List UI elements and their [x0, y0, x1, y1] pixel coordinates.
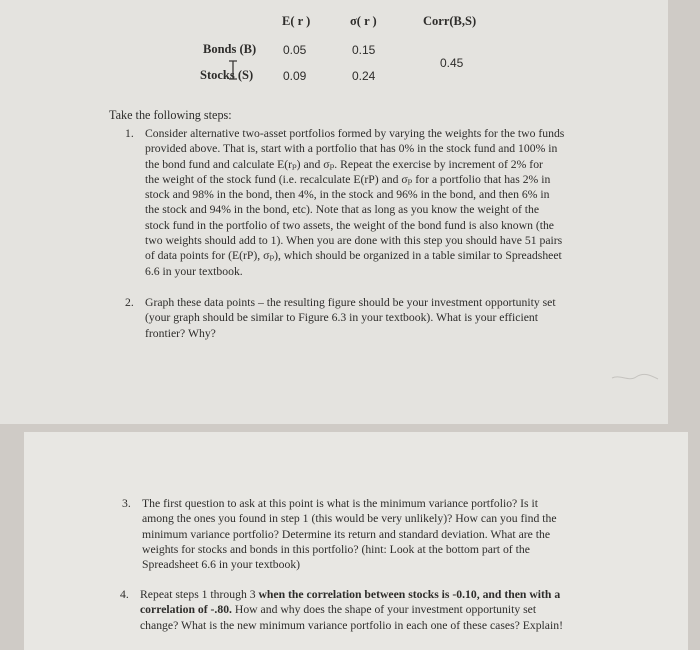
step-line: the weight of the stock fund (i.e. recalculate E(rP) and σₚ for a portfolio that has 2% in — [145, 172, 551, 186]
step-number: 4. — [120, 588, 129, 601]
page-lower — [24, 432, 688, 650]
step-line: of data points for (E(rP), σₚ), which should be organized in a table similar to Spreadsheet — [145, 249, 562, 263]
step-number: 1. — [125, 127, 134, 140]
step-4 — [120, 587, 620, 633]
step-line: two weights should add to 1). When you are done with this step you should have 51 pairs — [145, 234, 563, 248]
correlation-value: 0.45 — [440, 56, 464, 70]
step-line: The first question to ask at this point is what is the minimum variance portfolio? Is it — [142, 497, 539, 510]
step-line — [140, 587, 620, 602]
step-line: frontier? Why? — [145, 326, 216, 340]
step-line: stock fund in the portfolio of two assets, the weight of the bond fund is also known (the — [145, 218, 554, 232]
step-line: weights for stocks and bonds in this portfolio? (hint: Look at the bottom part of the — [142, 542, 530, 556]
header-expected-return: E( r ) — [282, 14, 311, 28]
step-line: provided above. That is, start with a portfolio that has 0% in the stock fund and 100% in — [145, 142, 558, 156]
step-line: minimum variance portfolio? Determine its return and standard deviation. What are the — [142, 527, 551, 541]
bonds-expected-return: 0.05 — [283, 43, 307, 57]
text-cursor-icon — [228, 60, 238, 80]
header-correlation: Corr(B,S) — [423, 14, 477, 28]
step-line: among the ones you found in step 1 (this would be very unlikely)? How can you find the — [142, 512, 557, 526]
pencil-mark-icon — [610, 370, 660, 384]
step-number: 3. — [122, 497, 131, 510]
step-4-plain: Repeat steps 1 through 3 — [140, 588, 259, 601]
step-2 — [125, 295, 605, 341]
stocks-expected-return: 0.09 — [283, 69, 307, 83]
step-4-emphasis: when the correlation between stocks is -0.10, and then with a — [258, 588, 561, 601]
header-std-dev: σ( r ) — [350, 14, 377, 28]
step-number: 2. — [125, 296, 134, 309]
row-label-stocks: Stocks (S) — [200, 68, 254, 82]
step-line: change? What is the new minimum variance portfolio in each one of these cases? Explain! — [140, 618, 563, 632]
stocks-std-dev: 0.24 — [352, 69, 376, 83]
step-4-emphasis: correlation of -.80. — [140, 603, 232, 617]
step-line: (your graph should be similar to Figure 6.3 in your textbook). What is your efficient — [145, 311, 538, 325]
step-line: stock and 98% in the bond, then 4%, in the stock and 96% in the bond, and then 6% in — [145, 188, 550, 202]
step-line: Consider alternative two-asset portfolios formed by varying the weights for the two funds — [145, 127, 565, 140]
intro-text: Take the following steps: — [109, 108, 232, 122]
step-line: Spreadsheet 6.6 in your textbook) — [142, 558, 301, 572]
step-line — [140, 602, 620, 617]
step-1 — [125, 126, 605, 279]
step-4-plain: How and why does the shape of your investment opportunity set — [231, 603, 537, 617]
step-line: Graph these data points – the resulting figure should be your investment opportunity set — [145, 296, 556, 309]
step-line: 6.6 in your textbook. — [145, 264, 243, 278]
step-line: the bond fund and calculate E(rₚ) and σₚ. Repeat the exercise by increment of 2% for — [145, 157, 543, 171]
row-label-bonds: Bonds (B) — [203, 42, 257, 56]
step-line: the stock and 94% in the bond, etc). Note that as long as you know the weight of the — [145, 203, 540, 217]
step-3 — [122, 496, 612, 572]
bonds-std-dev: 0.15 — [352, 43, 376, 57]
